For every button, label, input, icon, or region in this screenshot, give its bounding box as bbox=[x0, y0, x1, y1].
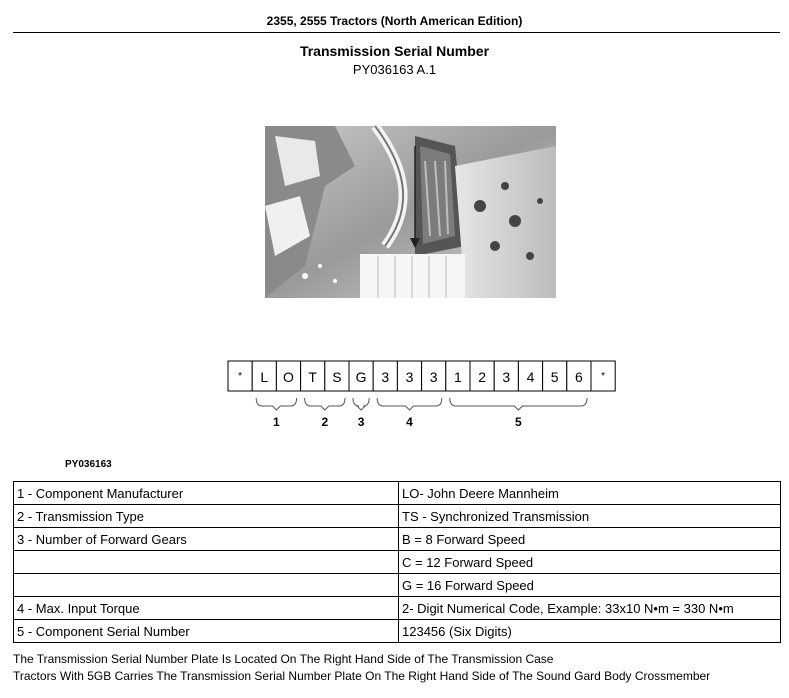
spec-value: TS - Synchronized Transmission bbox=[399, 505, 781, 528]
specification-table bbox=[13, 481, 781, 643]
callout-bracket bbox=[377, 398, 442, 410]
spec-label: 5 - Component Serial Number bbox=[14, 620, 399, 643]
spec-label: 3 - Number of Forward Gears bbox=[14, 528, 399, 551]
serial-box-char: 1 bbox=[454, 369, 462, 385]
spec-label bbox=[14, 551, 399, 574]
serial-number-diagram bbox=[226, 360, 606, 432]
spec-value: B = 8 Forward Speed bbox=[399, 528, 781, 551]
spec-value: LO- John Deere Mannheim bbox=[399, 482, 781, 505]
serial-box-char: * bbox=[601, 371, 606, 382]
spec-label: 4 - Max. Input Torque bbox=[14, 597, 399, 620]
spec-label: 2 - Transmission Type bbox=[14, 505, 399, 528]
book-title: 2355, 2555 Tractors (North American Edition) bbox=[266, 14, 523, 28]
serial-box-char: S bbox=[332, 369, 342, 385]
callout-bracket bbox=[353, 398, 369, 410]
transmission-photo-image bbox=[265, 126, 556, 298]
serial-diagram-svg bbox=[226, 360, 606, 432]
serial-box-char: 3 bbox=[502, 369, 511, 385]
note-5gb: Tractors With 5GB Carries The Transmission Serial Number Plate On The Right Hand Side of The Sound Gard Body Crossmember bbox=[13, 669, 711, 683]
callout-number: 5 bbox=[515, 415, 522, 429]
serial-box-char: G bbox=[355, 369, 367, 385]
table-row bbox=[14, 551, 781, 574]
figure-code: PY036163 bbox=[65, 459, 112, 470]
callout-bracket bbox=[450, 398, 587, 410]
serial-box-char: 3 bbox=[429, 369, 438, 385]
callout-number: 4 bbox=[406, 415, 413, 429]
callout-bracket bbox=[256, 398, 296, 410]
table-row bbox=[14, 597, 781, 620]
spec-label: 1 - Component Manufacturer bbox=[14, 482, 399, 505]
table-row bbox=[14, 620, 781, 643]
doc-id: PY036163 A.1 bbox=[352, 62, 437, 77]
serial-box-char: O bbox=[283, 369, 294, 385]
callout-bracket bbox=[305, 398, 345, 410]
callout-number: 2 bbox=[321, 415, 329, 429]
table-row bbox=[14, 528, 781, 551]
serial-box-char: T bbox=[308, 369, 317, 385]
section-title: Transmission Serial Number bbox=[299, 43, 490, 59]
spec-value: C = 12 Forward Speed bbox=[399, 551, 781, 574]
serial-box-char: 4 bbox=[526, 369, 535, 385]
callout-number: 3 bbox=[357, 415, 365, 429]
table-row bbox=[14, 505, 781, 528]
serial-box-char: 3 bbox=[381, 369, 390, 385]
spec-value: 2- Digit Numerical Code, Example: 33x10 N•m = 330 N•m bbox=[399, 597, 781, 620]
callout-number: 1 bbox=[273, 415, 280, 429]
serial-box-char: 3 bbox=[405, 369, 414, 385]
spec-value: G = 16 Forward Speed bbox=[399, 574, 781, 597]
serial-box-char: 5 bbox=[550, 369, 559, 385]
serial-box-char: 2 bbox=[478, 369, 486, 385]
serial-box-char: 6 bbox=[575, 369, 583, 385]
table-row bbox=[14, 574, 781, 597]
serial-box-char: * bbox=[238, 371, 243, 382]
table-row bbox=[14, 482, 781, 505]
transmission-plate-photo bbox=[265, 126, 556, 298]
note-location: The Transmission Serial Number Plate Is Located On The Right Hand Side of The Transmission Case bbox=[13, 652, 554, 666]
spec-value: 123456 (Six Digits) bbox=[399, 620, 781, 643]
spec-label bbox=[14, 574, 399, 597]
header-divider bbox=[13, 32, 780, 33]
serial-box-char: L bbox=[260, 369, 269, 385]
